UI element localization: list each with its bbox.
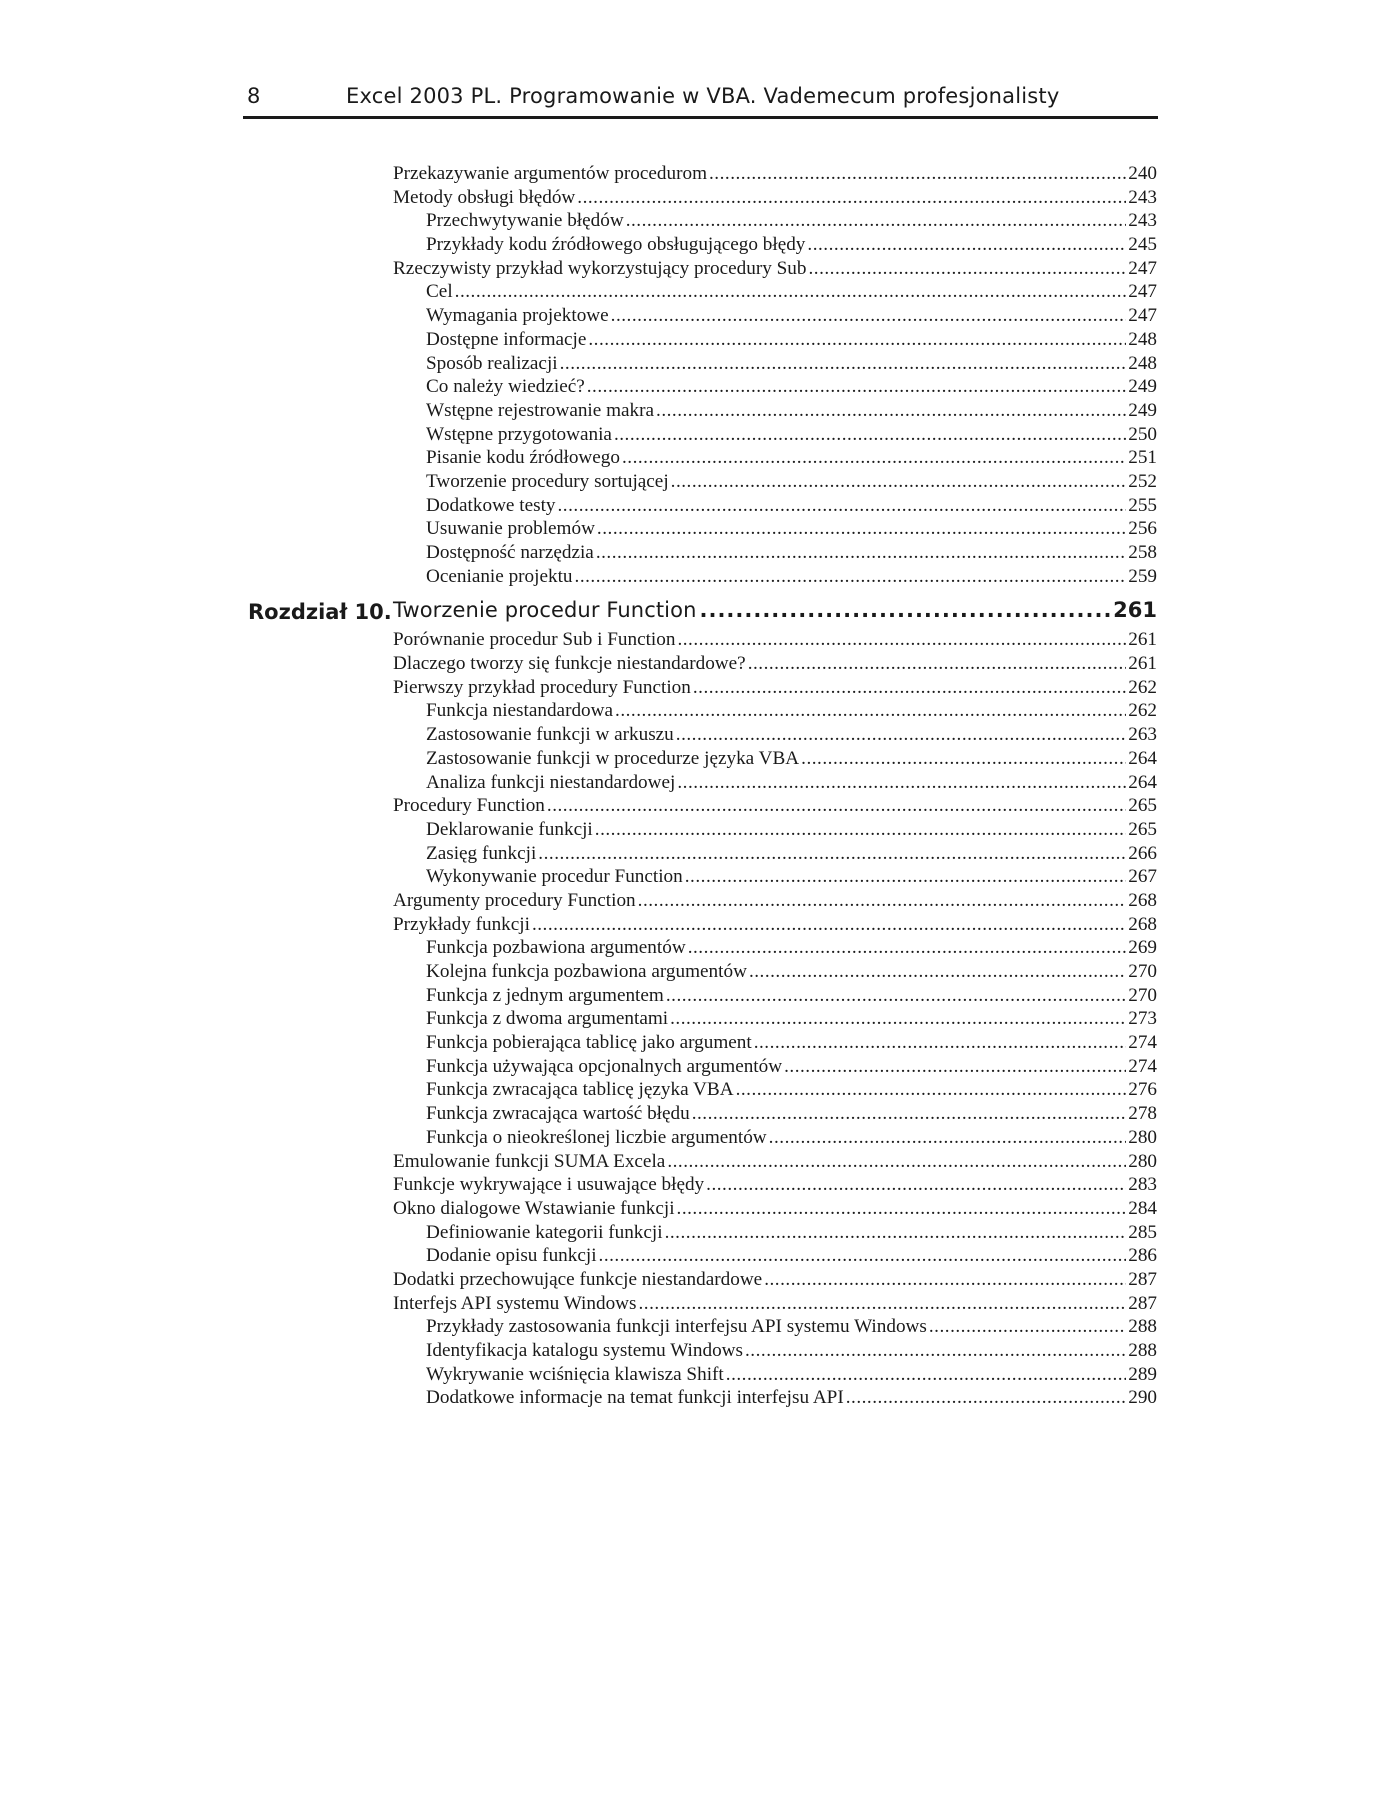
toc-entry-label: Pisanie kodu źródłowego xyxy=(426,447,620,469)
dot-leader xyxy=(615,700,1126,722)
toc-entry[interactable] xyxy=(245,985,1157,1009)
toc-entry-label: Definiowanie kategorii funkcji xyxy=(426,1221,663,1243)
chapter-number: Rozdział 10. xyxy=(248,600,392,625)
toc-entry[interactable] xyxy=(245,234,1157,258)
toc-entry[interactable] xyxy=(245,700,1157,724)
toc-entry-page: 283 xyxy=(1128,1174,1157,1196)
toc-entry-page: 274 xyxy=(1128,1032,1157,1054)
dot-leader xyxy=(677,772,1126,794)
toc-entry-label: Procedury Function xyxy=(393,795,545,817)
dot-leader xyxy=(455,281,1127,303)
toc-entry-label: Wykonywanie procedur Function xyxy=(426,866,683,888)
toc-entry[interactable] xyxy=(245,890,1157,914)
dot-leader xyxy=(611,305,1127,327)
toc-entry[interactable] xyxy=(245,471,1157,495)
toc-entry-label: Interfejs API systemu Windows xyxy=(393,1292,637,1314)
toc-entry[interactable] xyxy=(245,495,1157,519)
toc-entry[interactable] xyxy=(245,1364,1157,1388)
toc-entry-page: 280 xyxy=(1128,1126,1157,1148)
toc-entry-page: 250 xyxy=(1128,423,1157,445)
toc-entry[interactable] xyxy=(245,629,1157,653)
toc-entry[interactable] xyxy=(245,210,1157,234)
toc-entry[interactable] xyxy=(245,677,1157,701)
toc-entry[interactable] xyxy=(245,914,1157,938)
toc-entry-label: Przykłady zastosowania funkcji interfejsu API systemu Windows xyxy=(426,1316,927,1338)
toc-entry-label: Analiza funkcji niestandardowej xyxy=(426,771,676,793)
toc-entry-label: Dlaczego tworzy się funkcje niestandardowe? xyxy=(393,653,746,675)
toc-entry-page: 280 xyxy=(1128,1150,1157,1172)
toc-entry-page: 265 xyxy=(1128,818,1157,840)
toc-entry-page: 287 xyxy=(1128,1268,1157,1290)
toc-entry-label: Usuwanie problemów xyxy=(426,518,595,540)
toc-entry-page: 243 xyxy=(1128,210,1157,232)
toc-entry-label: Emulowanie funkcji SUMA Excela xyxy=(393,1150,666,1172)
dot-leader xyxy=(670,1008,1126,1030)
toc-entry-label: Funkcje wykrywające i usuwające błędy xyxy=(393,1174,705,1196)
toc-entry-label: Kolejna funkcja pozbawiona argumentów xyxy=(426,961,747,982)
toc-entry-label: Okno dialogowe Wstawianie funkcji xyxy=(393,1197,675,1219)
toc-entry-page: 268 xyxy=(1128,889,1157,911)
toc-entry-label: Funkcja niestandardowa xyxy=(426,700,614,722)
chapter-title: Tworzenie procedur Function xyxy=(393,598,697,623)
dot-leader xyxy=(846,1387,1126,1409)
toc-entry-page: 287 xyxy=(1128,1292,1157,1314)
dot-leader xyxy=(677,1198,1127,1220)
dot-leader xyxy=(709,163,1126,185)
toc-entry[interactable] xyxy=(245,376,1157,400)
toc-entry[interactable] xyxy=(245,724,1157,748)
dot-leader xyxy=(577,187,1126,209)
dot-leader xyxy=(622,447,1126,469)
dot-leader xyxy=(769,1127,1127,1149)
toc-entry-label: Dostępne informacje xyxy=(426,328,587,350)
toc-entry-label: Zastosowanie funkcji w arkuszu xyxy=(426,724,674,746)
dot-leader xyxy=(764,1269,1126,1291)
toc-entry[interactable] xyxy=(245,400,1157,424)
toc-entry-label: Wstępne przygotowania xyxy=(426,423,612,445)
dot-leader xyxy=(748,653,1127,675)
toc-entry-page: 269 xyxy=(1128,937,1157,959)
toc-entry-label: Funkcja zwracająca wartość błędu xyxy=(426,1103,690,1125)
toc-entry[interactable] xyxy=(245,187,1157,211)
toc-entry[interactable] xyxy=(245,1008,1157,1032)
running-header xyxy=(243,82,1158,119)
dot-leader xyxy=(639,1293,1127,1315)
toc-entry-page: 289 xyxy=(1128,1363,1157,1385)
toc-entry-page: 247 xyxy=(1128,305,1157,327)
toc-entry-label: Funkcja pobierająca tablicę jako argument xyxy=(426,1032,752,1054)
toc-entry-page: 288 xyxy=(1128,1340,1157,1361)
dot-leader xyxy=(688,937,1127,959)
toc-entry-label: Wykrywanie wciśnięcia klawisza Shift xyxy=(426,1363,724,1385)
book-title: Excel 2003 PL. Programowanie w VBA. Vademecum profesjonalisty xyxy=(346,84,1060,108)
toc-entry-label: Porównanie procedur Sub i Function xyxy=(393,629,676,651)
toc-entry-page: 285 xyxy=(1128,1221,1157,1243)
toc-entry-page: 270 xyxy=(1128,961,1157,982)
toc-entry-label: Pierwszy przykład procedury Function xyxy=(393,676,691,698)
toc-entry[interactable] xyxy=(245,1269,1157,1293)
toc-entry[interactable] xyxy=(245,1340,1157,1364)
dot-leader xyxy=(736,1079,1127,1101)
toc-entry-page: 249 xyxy=(1128,399,1157,421)
dot-leader xyxy=(558,495,1127,517)
toc-entry-label: Przekazywanie argumentów procedurom xyxy=(393,163,707,184)
dot-leader xyxy=(575,566,1127,588)
dot-leader xyxy=(692,1103,1127,1125)
toc-entry-page: 243 xyxy=(1128,186,1157,208)
toc-entry-page: 256 xyxy=(1128,518,1157,540)
toc-entry-label: Wymagania projektowe xyxy=(426,305,609,327)
toc-entry[interactable] xyxy=(245,1174,1157,1198)
toc-entry[interactable] xyxy=(245,329,1157,353)
dot-leader xyxy=(597,518,1126,540)
toc-entry-label: Co należy wiedzieć? xyxy=(426,376,585,398)
dot-leader xyxy=(667,1151,1126,1173)
toc-entry-page: 264 xyxy=(1128,747,1157,769)
dot-leader xyxy=(726,1364,1126,1386)
toc-entry[interactable] xyxy=(245,653,1157,677)
toc-entry-label: Funkcja używająca opcjonalnych argumentów xyxy=(426,1055,783,1077)
toc-entry-page: 247 xyxy=(1128,281,1157,303)
toc-entry[interactable] xyxy=(245,542,1157,566)
toc-entry-page: 273 xyxy=(1128,1008,1157,1030)
toc-entry[interactable] xyxy=(245,843,1157,867)
toc-entry-label: Rzeczywisty przykład wykorzystujący procedury Sub xyxy=(393,257,807,279)
toc-entry[interactable] xyxy=(245,424,1157,448)
toc-entry[interactable] xyxy=(245,748,1157,772)
chapter-heading[interactable] xyxy=(245,598,1157,629)
toc-entry-page: 249 xyxy=(1128,376,1157,398)
dot-leader xyxy=(588,329,1126,351)
dot-leader xyxy=(676,724,1126,746)
dot-leader xyxy=(929,1316,1126,1338)
toc-entry[interactable] xyxy=(245,961,1157,985)
toc-entry-page: 263 xyxy=(1128,724,1157,746)
toc-entry-page: 261 xyxy=(1128,653,1157,675)
toc-entry[interactable] xyxy=(245,447,1157,471)
toc-entry[interactable] xyxy=(245,353,1157,377)
dot-leader xyxy=(808,258,1126,280)
dot-leader xyxy=(754,1032,1127,1054)
toc-entry[interactable] xyxy=(245,1316,1157,1340)
toc-entry[interactable] xyxy=(245,1127,1157,1151)
toc-entry-page: 288 xyxy=(1128,1316,1157,1338)
toc-entry-page: 267 xyxy=(1128,866,1157,888)
toc-entry-label: Funkcja z dwoma argumentami xyxy=(426,1008,669,1030)
toc-entry-label: Przykłady funkcji xyxy=(393,913,530,935)
toc-entry[interactable] xyxy=(245,819,1157,843)
toc-entry-page: 247 xyxy=(1128,257,1157,279)
dot-leader xyxy=(685,866,1126,888)
toc-entry-label: Cel xyxy=(426,281,453,303)
toc-entry-label: Dodanie opisu funkcji xyxy=(426,1245,597,1267)
dot-leader xyxy=(638,890,1127,912)
toc-entry-label: Przechwytywanie błędów xyxy=(426,210,624,232)
toc-entry-label: Zastosowanie funkcji w procedurze języka VBA xyxy=(426,747,800,769)
dot-leader xyxy=(784,1056,1126,1078)
toc-entry-page: 262 xyxy=(1128,700,1157,722)
toc-entry[interactable] xyxy=(245,1032,1157,1056)
dot-leader xyxy=(671,471,1127,493)
dot-leader xyxy=(801,748,1126,770)
toc-entry[interactable] xyxy=(245,566,1157,590)
dot-leader xyxy=(560,353,1127,375)
toc-entry-label: Funkcja pozbawiona argumentów xyxy=(426,937,686,959)
dot-leader xyxy=(547,795,1126,817)
toc-entry[interactable] xyxy=(245,1293,1157,1317)
toc-entry-label: Identyfikacja katalogu systemu Windows xyxy=(426,1340,743,1361)
toc-entry[interactable] xyxy=(245,1056,1157,1080)
toc-entry[interactable] xyxy=(245,866,1157,890)
toc-entry[interactable] xyxy=(245,518,1157,542)
toc-entry[interactable] xyxy=(245,772,1157,796)
toc-section-previous-chapter xyxy=(245,163,1157,589)
toc-entry[interactable] xyxy=(245,1079,1157,1103)
page-number: 8 xyxy=(247,84,261,108)
toc-entry-page: 245 xyxy=(1128,234,1157,256)
toc-entry-page: 251 xyxy=(1128,447,1157,469)
toc-entry-label: Dostępność narzędzia xyxy=(426,542,594,563)
dot-leader xyxy=(665,1222,1127,1244)
dot-leader xyxy=(599,1245,1127,1267)
dot-leader xyxy=(666,985,1126,1007)
toc-entry[interactable] xyxy=(245,1103,1157,1127)
toc-entry-page: 261 xyxy=(1128,629,1157,651)
dot-leader xyxy=(595,819,1126,841)
toc-entry-page: 248 xyxy=(1128,352,1157,374)
toc-entry-page: 266 xyxy=(1128,842,1157,864)
toc-entry-page: 258 xyxy=(1128,542,1157,563)
toc-entry[interactable] xyxy=(245,305,1157,329)
toc-entry-label: Dodatkowe testy xyxy=(426,494,556,516)
toc-entry-page: 274 xyxy=(1128,1055,1157,1077)
toc-entry-label: Sposób realizacji xyxy=(426,352,558,374)
dot-leader xyxy=(538,843,1126,865)
toc-entry-page: 286 xyxy=(1128,1245,1157,1267)
toc-entry-label: Argumenty procedury Function xyxy=(393,889,636,911)
toc-entry-label: Wstępne rejestrowanie makra xyxy=(426,399,655,421)
toc-entry-page: 265 xyxy=(1128,795,1157,817)
toc-entry[interactable] xyxy=(245,258,1157,282)
toc-entry-page: 262 xyxy=(1128,676,1157,698)
toc-entry-page: 240 xyxy=(1128,163,1157,184)
toc-entry[interactable] xyxy=(245,1198,1157,1222)
toc-entry[interactable] xyxy=(245,1151,1157,1175)
toc-entry-page: 248 xyxy=(1128,328,1157,350)
dot-leader xyxy=(745,1340,1126,1362)
toc-entry[interactable] xyxy=(245,937,1157,961)
dot-leader xyxy=(532,914,1126,936)
toc-entry-page: 290 xyxy=(1128,1387,1157,1409)
toc-entry-page: 259 xyxy=(1128,565,1157,587)
dot-leader xyxy=(749,961,1126,983)
dot-leader xyxy=(693,677,1126,699)
toc-entry[interactable] xyxy=(245,1222,1157,1246)
toc-entry-label: Funkcja zwracająca tablicę języka VBA xyxy=(426,1079,734,1101)
dot-leader xyxy=(677,629,1126,651)
toc-entry[interactable] xyxy=(245,1387,1157,1411)
toc-entry[interactable] xyxy=(245,795,1157,819)
toc-entry-label: Deklarowanie funkcji xyxy=(426,818,593,840)
dot-leader xyxy=(656,400,1126,422)
toc-entry-label: Przykłady kodu źródłowego obsługującego błędy xyxy=(426,234,806,256)
toc-entry-label: Dodatki przechowujące funkcje niestandardowe xyxy=(393,1268,763,1290)
toc-entry-page: 284 xyxy=(1128,1197,1157,1219)
dot-leader xyxy=(706,1174,1126,1196)
toc-entry-label: Funkcja o nieokreślonej liczbie argumentów xyxy=(426,1126,767,1148)
toc-entry-page: 268 xyxy=(1128,913,1157,935)
dot-leader xyxy=(587,376,1126,398)
toc-entry-label: Tworzenie procedury sortującej xyxy=(426,470,669,492)
dot-leader xyxy=(596,542,1126,564)
toc-entry[interactable] xyxy=(245,281,1157,305)
toc-entry-label: Ocenianie projektu xyxy=(426,565,573,587)
toc-entry-label: Metody obsługi błędów xyxy=(393,186,576,208)
toc-section-chapter-10 xyxy=(245,629,1157,1411)
toc-entry-label: Funkcja z jednym argumentem xyxy=(426,984,664,1006)
toc-entry[interactable] xyxy=(245,163,1157,187)
chapter-page: 261 xyxy=(1113,598,1157,623)
toc-entry-label: Dodatkowe informacje na temat funkcji interfejsu API xyxy=(426,1387,844,1409)
toc-entry-page: 255 xyxy=(1128,494,1157,516)
dot-leader xyxy=(807,234,1126,256)
toc-entry-page: 264 xyxy=(1128,771,1157,793)
toc-entry-page: 276 xyxy=(1128,1079,1157,1101)
toc-entry-label: Zasięg funkcji xyxy=(426,842,537,864)
toc-entry[interactable] xyxy=(245,1245,1157,1269)
toc-entry-page: 252 xyxy=(1128,470,1157,492)
dot-leader xyxy=(626,210,1127,232)
dot-leader xyxy=(699,598,1110,622)
dot-leader xyxy=(614,424,1126,446)
toc-entry-page: 270 xyxy=(1128,984,1157,1006)
toc-entry-page: 278 xyxy=(1128,1103,1157,1125)
table-of-contents xyxy=(245,163,1157,1411)
